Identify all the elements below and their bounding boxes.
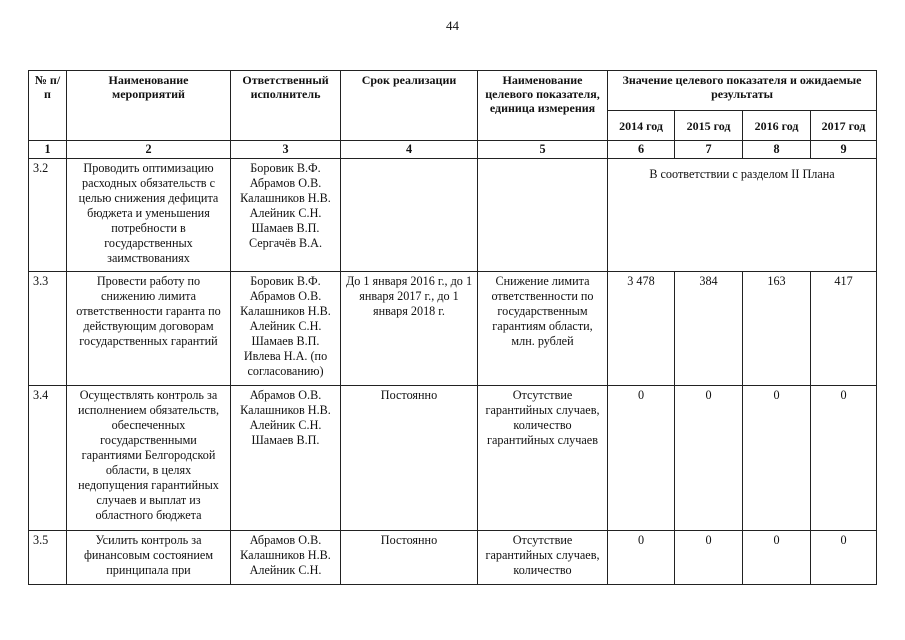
executors-cell (231, 531, 341, 585)
value-2017: 417 (811, 272, 877, 386)
page-number: 44 (446, 18, 459, 33)
value-2014: 0 (608, 531, 675, 585)
value-2017: 0 (811, 531, 877, 585)
term-cell (341, 159, 478, 272)
activity-name: Проводить оптимизацию расходных обязательств с целью снижения дефицита бюджета и уменьшения потребности в государственных заимствованиях (67, 159, 231, 272)
value-2015: 384 (675, 272, 743, 386)
executor-name: Абрамов О.В. (249, 533, 322, 547)
executor-name: Калашников Н.В. (240, 403, 331, 417)
column-number: 5 (478, 141, 608, 159)
merged-values-cell (608, 159, 877, 272)
column-number: 4 (341, 141, 478, 159)
header-activity-name: Наименование мероприятий (67, 71, 231, 141)
executors-cell (231, 386, 341, 531)
header-term: Срок реализации (341, 71, 478, 141)
row-number: 3.5 (29, 531, 67, 585)
column-number: 3 (231, 141, 341, 159)
column-number: 9 (811, 141, 877, 159)
indicator-cell: Отсутствие гарантийных случаев, количество (478, 531, 608, 585)
row-number: 3.2 (29, 159, 67, 272)
header-executor: Ответственный исполнитель (231, 71, 341, 141)
value-2016: 0 (743, 531, 811, 585)
header-year-2017: 2017 год (811, 111, 877, 141)
executor-name: Сергачёв В.А. (248, 236, 323, 250)
executor-name: Алейник С.Н. (249, 206, 322, 220)
activity-name: Усилить контроль за финансовым состоянием принципала при (67, 531, 231, 585)
merged-note: В соответствии с разделом II Плана (649, 167, 835, 181)
executor-name: Калашников Н.В. (240, 191, 331, 205)
value-2016: 0 (743, 386, 811, 531)
executor-name: Калашников Н.В. (240, 548, 331, 562)
indicator-cell: Отсутствие гарантийных случаев, количество гарантийных случаев (478, 386, 608, 531)
indicator-cell: Снижение лимита ответственности по государственным гарантиям области, млн. рублей (478, 272, 608, 386)
term-cell: Постоянно (341, 386, 478, 531)
executor-name: Алейник С.Н. (249, 319, 322, 333)
activity-name: Осуществлять контроль за исполнением обязательств, обеспеченных государственными гарантиями Белгородской области, в целях недопущения гарантийных случаев и выплат из областного бюджета (67, 386, 231, 531)
header-number: № п/п (29, 71, 67, 141)
value-2014: 3 478 (608, 272, 675, 386)
indicator-cell (478, 159, 608, 272)
executor-name: Алейник С.Н. (249, 418, 322, 432)
term-cell: До 1 января 2016 г., до 1 января 2017 г., до 1 января 2018 г. (341, 272, 478, 386)
executor-name: Шамаев В.П. (251, 334, 320, 348)
column-numbers-row (29, 141, 877, 159)
value-2015: 0 (675, 531, 743, 585)
executor-name: Абрамов О.В. (249, 176, 322, 190)
header-values-group: Значение целевого показателя и ожидаемые результаты (608, 71, 877, 111)
executors-cell (231, 272, 341, 386)
column-number: 2 (67, 141, 231, 159)
row-number: 3.4 (29, 386, 67, 531)
executor-name: Алейник С.Н. (249, 563, 322, 577)
executor-name: Ивлева Н.А. (по согласованию) (243, 349, 328, 378)
table-row (29, 531, 877, 585)
header-year-2016: 2016 год (743, 111, 811, 141)
header-indicator: Наименование целевого показателя, единица измерения (478, 71, 608, 141)
column-number: 1 (29, 141, 67, 159)
table-row (29, 159, 877, 272)
column-number: 7 (675, 141, 743, 159)
header-year-2015: 2015 год (675, 111, 743, 141)
executor-name: Калашников Н.В. (240, 304, 331, 318)
value-2016: 163 (743, 272, 811, 386)
row-number: 3.3 (29, 272, 67, 386)
executor-name: Боровик В.Ф. (250, 274, 321, 288)
term-cell: Постоянно (341, 531, 478, 585)
value-2015: 0 (675, 386, 743, 531)
column-number: 6 (608, 141, 675, 159)
executor-name: Абрамов О.В. (249, 289, 322, 303)
header-year-2014: 2014 год (608, 111, 675, 141)
executor-name: Шамаев В.П. (251, 433, 320, 447)
activities-table (28, 70, 877, 585)
header-row-top (29, 71, 877, 111)
value-2017: 0 (811, 386, 877, 531)
table-row (29, 272, 877, 386)
table-row (29, 386, 877, 531)
column-number: 8 (743, 141, 811, 159)
activity-name: Провести работу по снижению лимита ответственности гаранта по действующим договорам государственных гарантий (67, 272, 231, 386)
value-2014: 0 (608, 386, 675, 531)
executor-name: Боровик В.Ф. (250, 161, 321, 175)
executor-name: Абрамов О.В. (249, 388, 322, 402)
executors-cell (231, 159, 341, 272)
executor-name: Шамаев В.П. (251, 221, 320, 235)
